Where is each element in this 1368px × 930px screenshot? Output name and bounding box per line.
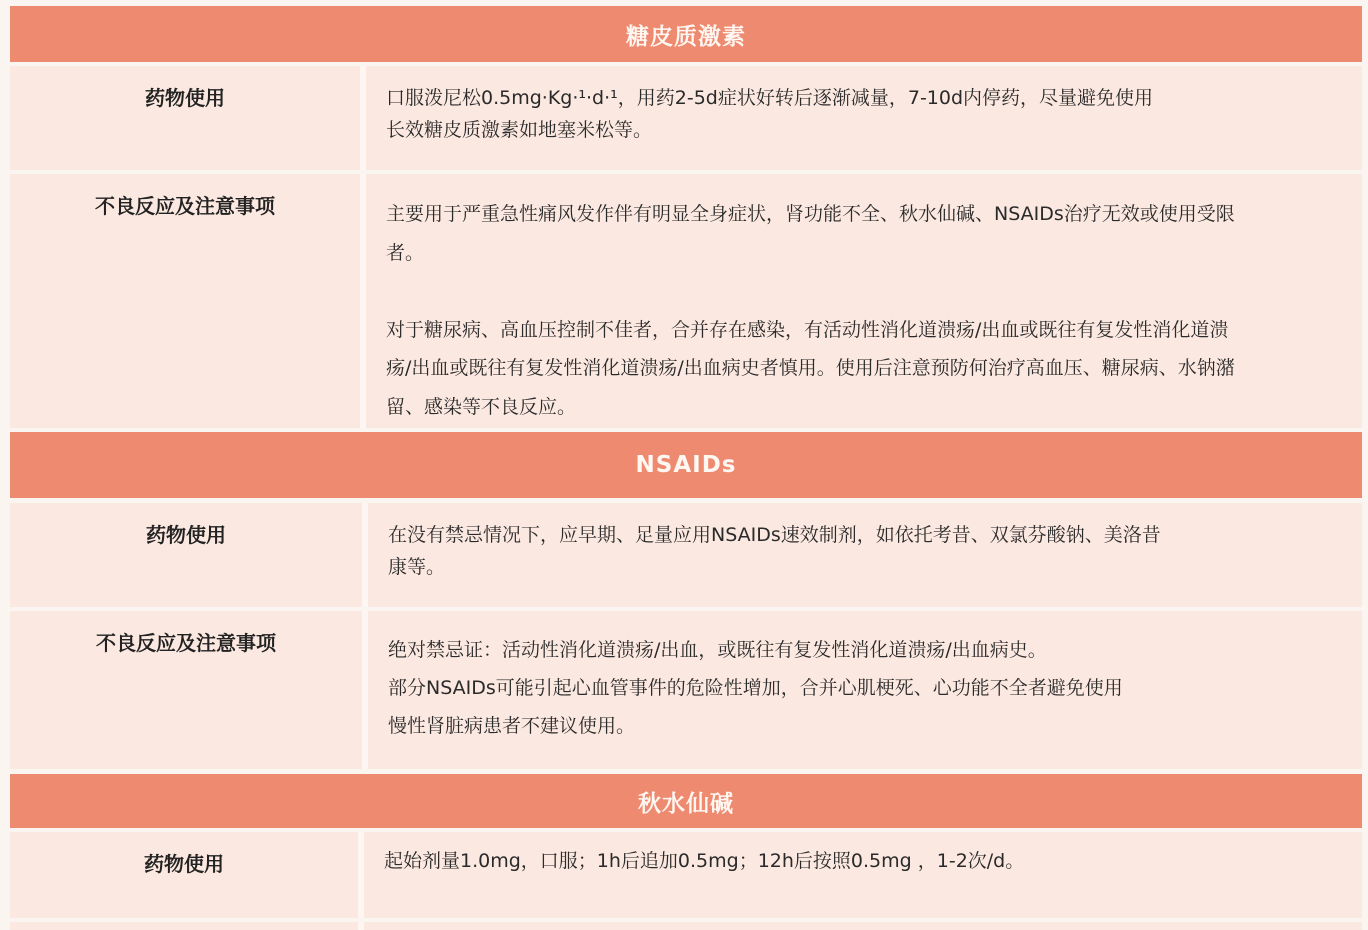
row-label-cell xyxy=(10,66,360,170)
table-row xyxy=(10,832,1362,918)
content-line: 起始剂量1.0mg，口服；1h后追加0.5mg；12h后按照0.5mg ，1-2次/d。 xyxy=(384,850,1025,872)
content-line: 者。 xyxy=(386,241,425,264)
content-line: 主要用于严重急性痛风发作伴有明显全身症状，肾功能不全、秋水仙碱、NSAIDs治疗无效或使用受限 xyxy=(386,203,1235,225)
content-line: 部分NSAIDs可能引起心血管事件的危险性增加，合并心肌梗死、心功能不全者避免使用 xyxy=(388,677,1123,699)
content-line: 慢性肾脏病患者不建议使用。 xyxy=(388,715,636,737)
section-title: 秋水仙碱 xyxy=(638,790,734,817)
row-label-cell xyxy=(10,832,358,918)
row-label: 不良反应及注意事项 xyxy=(95,194,275,218)
row-label: 不良反应及注意事项 xyxy=(96,631,276,655)
content-line: 长效糖皮质激素如地塞米松等。 xyxy=(386,119,653,141)
row-label-cell xyxy=(10,503,362,607)
content-line: 绝对禁忌证：活动性消化道溃疡/出血，或既往有复发性消化道溃疡/出血病史。 xyxy=(388,639,1047,661)
row-content-cell xyxy=(368,503,1362,607)
row-content-cell xyxy=(366,66,1362,170)
content-line: 对于糖尿病、高血压控制不佳者，合并存在感染，有活动性消化道溃疡/出血或既往有复发性消化道溃 xyxy=(386,318,1229,341)
table-row xyxy=(10,66,1362,170)
content-line: 留、感染等不良反应。 xyxy=(386,395,577,418)
table-row xyxy=(10,503,1362,607)
section-title: 糖皮质激素 xyxy=(626,23,746,50)
row-label-cell xyxy=(10,922,358,930)
row-label: 药物使用 xyxy=(145,86,225,110)
row-label-cell xyxy=(10,174,360,428)
row-content-cell xyxy=(364,832,1362,918)
section-header-nsaids xyxy=(10,432,1362,498)
table-row xyxy=(10,174,1362,428)
row-content-cell xyxy=(364,922,1362,930)
row-content-cell xyxy=(366,174,1362,428)
content-line: 康等。 xyxy=(388,556,446,578)
content-line: 在没有禁忌情况下，应早期、足量应用NSAIDs速效制剂，如依托考昔、双氯芬酸钠、美洛昔 xyxy=(388,524,1161,546)
row-label: 药物使用 xyxy=(144,852,224,876)
row-content-cell xyxy=(368,611,1362,769)
row-label-cell xyxy=(10,611,362,769)
content-line: 疡/出血或既往有复发性消化道溃疡/出血病史者慎用。使用后注意预防何治疗高血压、糖尿病、水钠潴 xyxy=(386,357,1235,379)
table-row xyxy=(10,611,1362,769)
content-line: 口服泼尼松0.5mg·Kg·¹·d·¹，用药2-5d症状好转后逐渐减量，7-10d内停药，尽量避免使用 xyxy=(386,87,1154,109)
section-title: NSAIDs xyxy=(635,452,737,478)
section-header-glucocorticoid xyxy=(10,6,1362,62)
table-row-partial xyxy=(10,922,1362,930)
section-header-colchicine xyxy=(10,774,1362,828)
blank-line xyxy=(386,272,1344,311)
row-label: 药物使用 xyxy=(146,523,226,547)
